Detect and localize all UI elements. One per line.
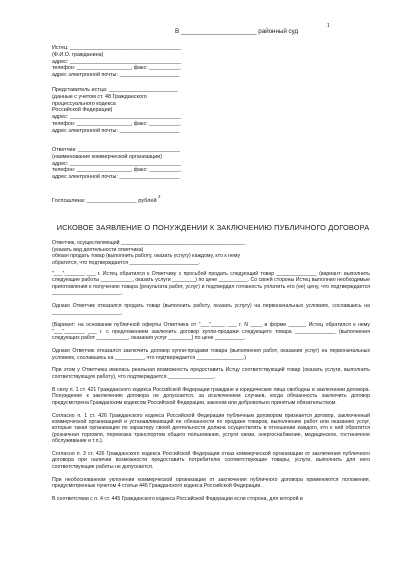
claim-paragraph: (Вариант: на основании публичной оферты Ответчика от "___"_____ ___ г. N ____ в форме ______ Истец обратился к нему "___"_______ ___ г. с предложением заключить договор купли-продажи следующего товара ______________ (выполнения следующих работ ___________, оказания услуг ________) по цене __________. [52,322,370,342]
defendant-line: адрес электронной почты: ____________________ [52,174,180,181]
parties-line: обратится, что подтверждается ________________________. [52,259,201,266]
parties-line: Ответчик, осуществляющий ___________________________________________ [52,240,246,246]
claim-body [52,271,370,509]
parties-line: (указать вид деятельности ответчика) [52,246,144,253]
plaintiff-line: адрес: _____________________________________ [52,58,181,65]
representative-line: адрес электронной почты: ____________________ [52,127,180,134]
claim-paragraph: Однако Ответчик отказался продать товар (выполнить работу, оказать услугу) на первоначальных условиях, сославшись на ________________________. [52,303,370,316]
parties-block [52,240,370,266]
plaintiff-line: (Ф.И.О. гражданина) [52,51,104,58]
representative-line: Российской Федерации) [52,107,113,114]
representative-line: телефон: __________________, факс: __________, [52,120,181,127]
representative-line: процессуального кодекса [52,100,116,107]
plaintiff-line: Истец: _____________________________________ [52,45,181,51]
footnote-marker: 2 [158,194,161,199]
claim-paragraph: Согласно п. 1 ст. 426 Гражданского кодекса Российской Федерации публичным договором признается договор, заключенный коммерческой организацией и устанавливающий ее обязанности по продаже товаров, выполнению работ или оказанию услуг, которые такая организация по характеру своей деятельности должна осуществлять в отношении каждого, кто к ней обратится (розничная торговля, перевозка транспортом общего пользования, услуги связи, энергоснабжение, медицинское, гостиничное обслуживание и т.п.). [52,412,370,445]
defendant-line: телефон: __________________, факс: __________, [52,167,181,174]
claim-paragraph: Согласно п. 3 ст. 426 Гражданского кодекса Российской Федерации отказ коммерческой организации от заключения публичного договора при наличии возможности предоставить потребителю соответствующие товары, услуги, выполнить для него соответствующие работы не допускается. [52,451,370,470]
claim-paragraph: При этом у Ответчика имелась реальная возможность предоставить Истцу соответствующий товар (оказать услуги, выполнить соответствующую работу), что подтверждается ________________. [52,367,370,380]
claim-paragraph: В силу п. 1 ст. 421 Гражданского кодекса Российской Федерации граждане и юридические лица свободны в заключении договора. Понуждение к заключению договора не допускается, за исключением случаев, когда обязанность заключить договор предусмотрена Гражданским кодексом Российской Федерации, законом или добровольно принятым обязательством. [52,386,370,406]
defendant-line: (наименование коммерческой организации) [52,153,163,160]
court-text: В ______________________ районный суд [175,28,299,35]
claim-paragraph: "___"_______ ___ г. Истец обратился к Ответчику с просьбой продать следующий товар ______________ (вариант: выполнить следующие работы ___________, оказать услуги ________) по цене __________. Со своей стороны Истец выполнил необходимые приготовления к получению товара (результата работ, услуг) и подтвердил готовность уплатить его (ее) цену, что подтверждается ________________________. [52,271,370,297]
claim-paragraph: Однако Ответчик отказался заключить договор купли-продажи товара (выполнения работ, оказания услуг) на первоначальных условиях, сославшись на __________, что подтверждается ________________.) [52,348,370,361]
plaintiff-line: телефон: __________________, факс: __________, [52,65,181,72]
document-title: ИСКОВОЕ ЗАЯВЛЕНИЕ О ПОНУЖДЕНИИ К ЗАКЛЮЧЕНИЮ ПУБЛИЧНОГО ДОГОВОРА [56,223,370,232]
state-fee-line [52,195,160,204]
state-fee-text: Госпошлина: ________________ рублей [52,197,157,204]
defendant-block [52,147,181,181]
representative-line: Представитель истца: _______________________ [52,87,178,93]
defendant-line: Ответчик: __________________________________ [52,147,180,153]
claim-paragraph: При необоснованном уклонении коммерческой организации от заключения публичного договора применяются положения, предусмотренные пунктом 4 статьи 445 Гражданского кодекса Российской Федерации. [52,476,370,490]
footnote-marker: 1 [327,23,330,29]
court-line [175,23,385,35]
plaintiff-line: адрес электронной почты: ____________________ [52,72,180,79]
representative-line: (данные с учетом ст. 48 Гражданского [52,93,147,100]
plaintiff-block [52,45,181,79]
claim-paragraph: В соответствии с п. 4 ст. 445 Гражданского кодекса Российской Федерации если сторона, для которой в [52,496,303,503]
representative-line: адрес: _____________________________________ [52,114,181,121]
parties-line: обязан продать товар (выполнить работу, оказать услугу) каждому, кто к нему [52,253,241,260]
representative-block [52,87,181,135]
defendant-line: адрес: _____________________________________ [52,160,181,167]
